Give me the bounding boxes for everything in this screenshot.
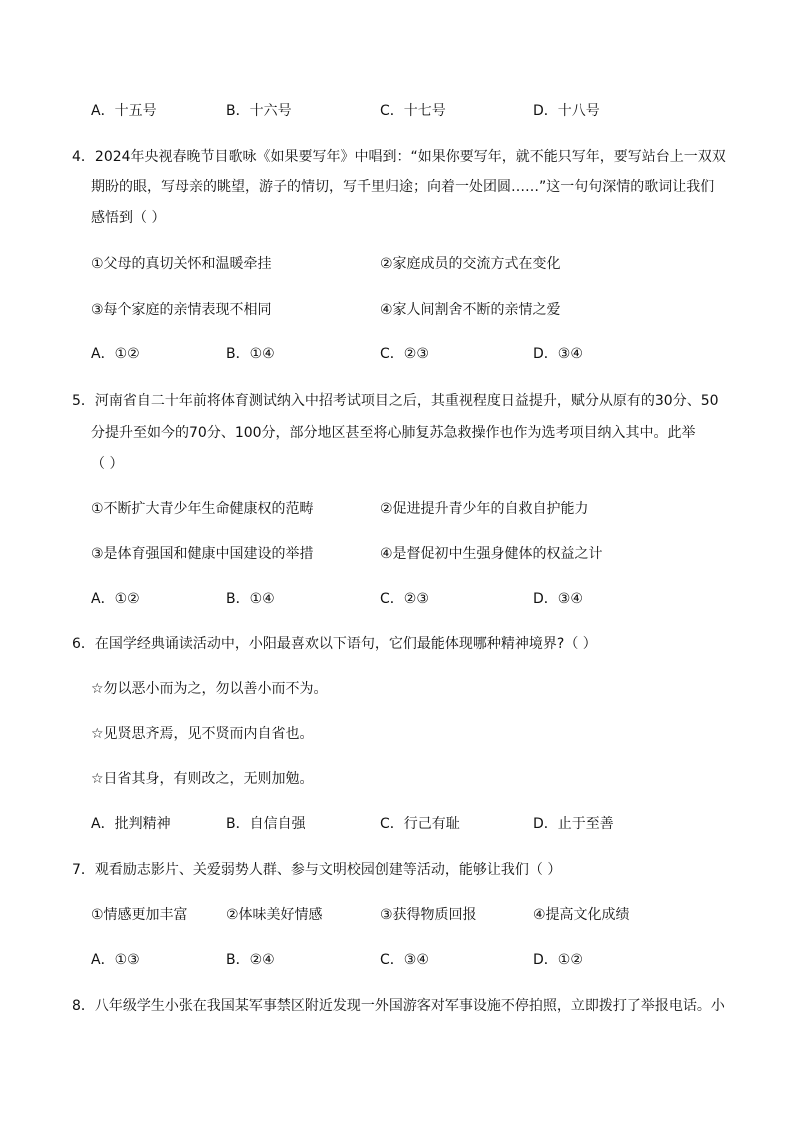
option-c: C．②③ xyxy=(380,591,429,607)
option-a: A．①② xyxy=(91,346,140,362)
question-5-stem-line-2: 分提升至如今的70分、100分，部分地区甚至将心肺复苏急救操作也作为选考项目纳入其中。此举 xyxy=(91,425,696,441)
option-a: A．①③ xyxy=(91,952,140,968)
question-4-statement-1: ①父母的真切关怀和温暖牵挂 xyxy=(91,256,272,272)
option-b: B．十六号 xyxy=(226,103,292,119)
option-a: A．批判精神 xyxy=(91,816,171,832)
question-5-statement-4: ④是督促初中生强身健体的权益之计 xyxy=(380,546,603,562)
option-a: A．十五号 xyxy=(91,103,157,119)
question-5-statement-1: ①不断扩大青少年生命健康权的范畴 xyxy=(91,501,314,517)
option-a: A．①② xyxy=(91,591,140,607)
option-c: C．十七号 xyxy=(380,103,446,119)
option-d: D．①② xyxy=(533,952,583,968)
option-c: C．行己有耻 xyxy=(380,816,460,832)
question-4-options xyxy=(0,344,794,364)
question-7-statement-2: ②体味美好情感 xyxy=(226,907,323,923)
question-5-statement-3: ③是体育强国和健康中国建设的举措 xyxy=(91,546,314,562)
question-3-options xyxy=(0,101,794,121)
option-d: D．止于至善 xyxy=(533,816,614,832)
question-8-stem-line-1: 8．八年级学生小张在我国某军事禁区附近发现一外国游客对军事设施不停拍照，立即拨打了举报电话。小 xyxy=(72,998,725,1014)
option-c: C．③④ xyxy=(380,952,429,968)
option-b: B．②④ xyxy=(226,952,275,968)
question-7-statement-1: ①情感更加丰富 xyxy=(91,907,188,923)
option-b: B．①④ xyxy=(226,346,275,362)
question-7-statement-3: ③获得物质回报 xyxy=(380,907,477,923)
question-4-stem-line-1: 4．2024年央视春晚节目歌咏《如果要写年》中唱到：“如果你要写年，就不能只写年，要写站台上一双双 xyxy=(72,149,726,165)
option-b: B．①④ xyxy=(226,591,275,607)
option-c: C．②③ xyxy=(380,346,429,362)
option-b: B．自信自强 xyxy=(226,816,306,832)
question-4-stem-line-2: 期盼的眼，写母亲的眺望，游子的情切，写千里归途；向着一处团圆……”这一句句深情的歌词让我们 xyxy=(91,179,715,195)
question-7-options xyxy=(0,950,794,970)
question-7-statements xyxy=(0,905,794,925)
question-6-quote-2: ☆见贤思齐焉，见不贤而内自省也。 xyxy=(91,726,314,742)
question-7-statement-4: ④提高文化成绩 xyxy=(533,907,630,923)
question-5-statement-2: ②促进提升青少年的自救自护能力 xyxy=(380,501,589,517)
option-d: D．③④ xyxy=(533,591,583,607)
question-6-quote-1: ☆勿以恶小而为之，勿以善小而不为。 xyxy=(91,681,328,697)
question-4-statement-3: ③每个家庭的亲情表现不相同 xyxy=(91,302,272,318)
question-4-stem-line-3: 感悟到（ ） xyxy=(91,210,166,226)
question-4-statement-2: ②家庭成员的交流方式在变化 xyxy=(380,256,561,272)
question-5-stem-line-1: 5．河南省自二十年前将体育测试纳入中招考试项目之后，其重视程度日益提升，赋分从原有的30分、50 xyxy=(72,393,719,409)
question-6-stem: 6．在国学经典诵读活动中，小阳最喜欢以下语句，它们最能体现哪种精神境界?（ ） xyxy=(72,636,597,652)
question-7-stem: 7．观看励志影片、关爱弱势人群、参与文明校园创建等活动，能够让我们（ ） xyxy=(72,862,562,878)
question-6-options xyxy=(0,814,794,834)
question-5-options xyxy=(0,589,794,609)
option-d: D．③④ xyxy=(533,346,583,362)
option-d: D．十八号 xyxy=(533,103,600,119)
question-6-quote-3: ☆日省其身，有则改之，无则加勉。 xyxy=(91,771,314,787)
question-5-stem-line-3: （ ） xyxy=(91,456,124,472)
question-4-statement-4: ④家人间割舍不断的亲情之爱 xyxy=(380,302,561,318)
